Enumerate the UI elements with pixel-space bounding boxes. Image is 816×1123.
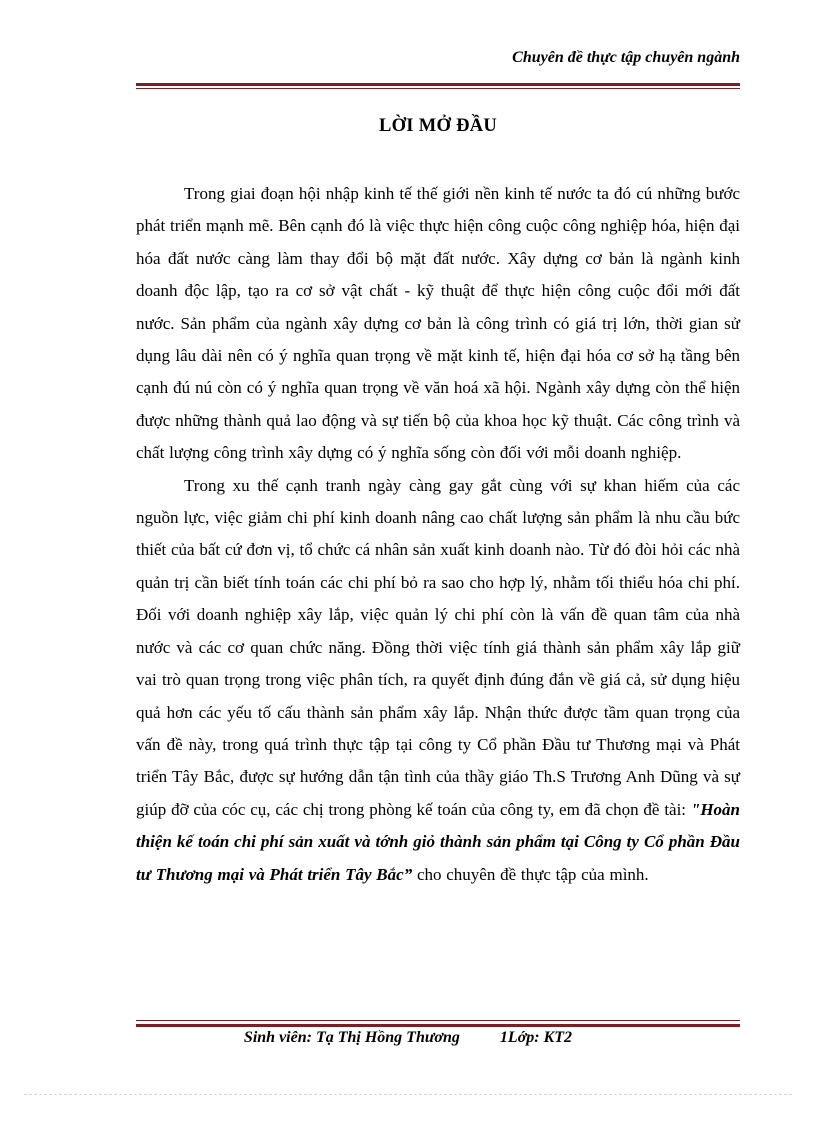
header-title: Chuyên đề thực tập chuyên ngành [512, 49, 740, 66]
page-footer [0, 1029, 816, 1047]
paragraph-2-text: Trong xu thế cạnh tranh ngày càng gay gắt cùng với sự khan hiếm của các nguồn lực, việc giảm chi phí kinh doanh nâng cao chất lượng sản phẩm là nhu cầu bức thiết của bất cứ đơn vị, tổ chức cá nhân sản xuất kinh doanh nào. Từ đó đòi hỏi các nhà quản trị cần biết tính toán các chi phí bỏ ra sao cho hợp lý, nhằm tối thiểu hóa chi phí. Đối với doanh nghiệp xây lắp, việc quản lý chi phí còn là vấn đề quan tâm của nhà nước và các cơ quan chức năng. Đồng thời việc tính giá thành sản phẩm xây lắp giữ vai trò quan trọng trong việc phân tích, ra quyết định đúng đắn về giá cả, sử dụng hiệu quả hơn các yếu tố cấu thành sản phẩm xây lắp. Nhận thức được tầm quan trọng của vấn đề này, trong quá trình thực tập tại công ty Cổ phần Đầu tư Thương mại và Phát triển Tây Bắc, được sự hướng dẫn tận tình của thầy giáo Th.S Trương Anh Dũng và sự giúp đỡ của cóc cụ, các chị trong phòng kế toán của công ty, em đã chọn đề tài: [136, 475, 740, 819]
document-body [136, 178, 740, 891]
topic-title: "Hoàn thiện kế toán chi phí sản xuất và tớnh giỏ thành sản phẩm tại Công ty Cổ phần Đầu tư Thương mại và Phát triển Tây Bắc” [136, 799, 741, 884]
page-title: LỜI MỞ ĐẦU [378, 116, 498, 136]
footer-rule-thick [136, 1024, 740, 1027]
paragraph-1: Trong giai đoạn hội nhập kinh tế thế giới nền kinh tế nước ta đó cú những bước phát triển mạnh mẽ. Bên cạnh đó là việc thực hiện công cuộc công nghiệp hóa, hiện đại hóa đất nước càng làm thay đổi bộ mặt đất nước. Xây dựng cơ bản là ngành kinh doanh độc lập, tạo ra cơ sở vật chất - kỹ thuật để thực hiện công cuộc đổi mới đất nước. Sản phẩm của ngành xây dựng cơ bản là công trình có giá trị lớn, thời gian sử dụng lâu dài nên có ý nghĩa quan trọng về mặt kinh tế, hiện đại hóa cơ sở hạ tầng bên cạnh đú nú còn có ý nghĩa quan trọng về văn hoá xã hội. Ngành xây dựng còn thể hiện được những thành quả lao động và sự tiến bộ của khoa học kỹ thuật. Các công trình và chất lượng công trình xây dựng có ý nghĩa sống còn đối với mỗi doanh nghiệp. [136, 184, 740, 463]
page-boundary-line [24, 1094, 792, 1095]
footer-page-class: 1Lớp: KT2 [499, 1029, 573, 1046]
paragraph-2 [136, 470, 740, 891]
footer-student: Sinh viên: Tạ Thị Hồng Thương [243, 1029, 460, 1046]
header-rule-thick [136, 83, 740, 86]
header-rule-thin [136, 88, 740, 89]
paragraph-2-end: cho chuyên đề thực tập của mình. [416, 864, 649, 884]
footer-rule-thin [136, 1020, 740, 1021]
